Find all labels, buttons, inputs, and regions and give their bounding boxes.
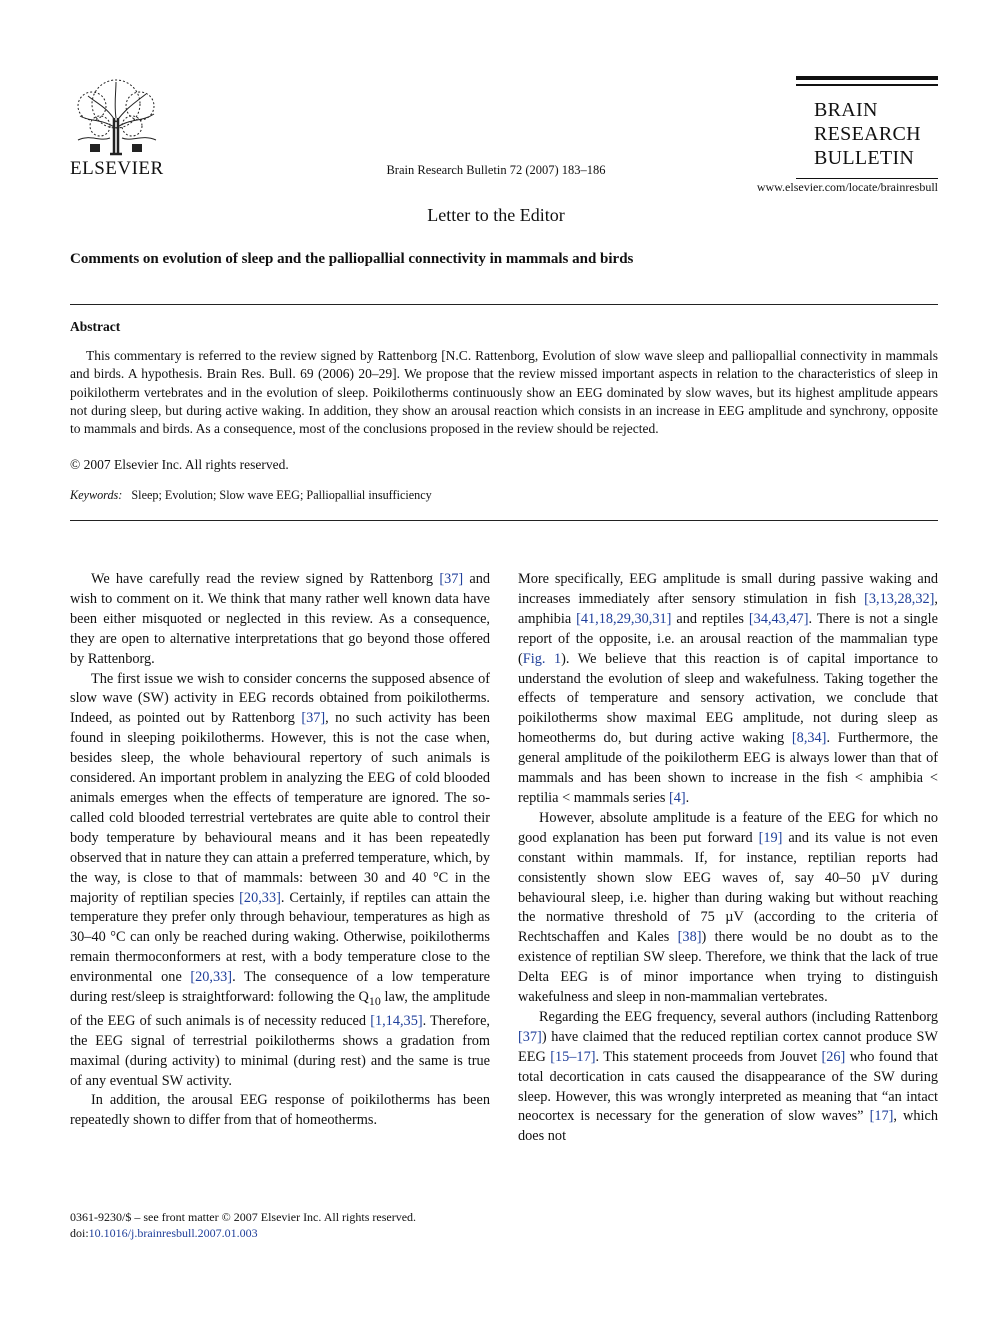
text-run: ) there would be no doubt as to the existence of reptilian SW sleep. Therefore, we think that the lack of true Delta EEG is of minor importance when trying to distinguish wakefulness and sleep in non-mammalian vertebrates. (518, 929, 938, 1006)
brand-rule-top (796, 76, 938, 80)
elsevier-tree-icon (70, 78, 162, 156)
keywords (70, 488, 432, 503)
citation-link[interactable]: [1,14,35] (370, 1012, 423, 1029)
body-paragraph (518, 570, 938, 809)
text-run: In addition, the arousal EEG response of poikilotherms has been repeatedly shown to differ from that of homeotherms. (70, 1092, 490, 1129)
citation-link[interactable]: [15–17] (550, 1048, 596, 1065)
abstract-body (70, 347, 938, 438)
brand-rule-bottom (796, 178, 938, 180)
article-title: Comments on evolution of sleep and the palliopallial connectivity in mammals and birds (70, 251, 634, 267)
journal-citation: Brain Research Bulletin 72 (2007) 183–186 (386, 163, 606, 177)
text-run: ). We believe that this reaction is of capital importance to understand the evolution of sleep and wakefulness. Taking together the effects of temperature and sensory activation, we conclude that poikilotherms show maximal EEG amplitude, not during sleep as homeotherms do, but during active waking (518, 650, 938, 747)
citation-link[interactable]: [26] (821, 1048, 846, 1065)
text-run: . The consequence of a low temperature during rest/sleep is straightforward: following the Q (70, 969, 490, 1006)
citation-link[interactable]: [4] (669, 789, 686, 806)
citation-link[interactable]: [17] (869, 1108, 894, 1125)
citation-link[interactable]: [38] (677, 929, 702, 946)
journal-url[interactable]: www.elsevier.com/locate/brainresbull (756, 180, 938, 194)
abstract-text: This commentary is referred to the review signed by Rattenborg [N.C. Rattenborg, Evolution of slow wave sleep and palliopallial connectivity in mammals and birds. A hypothesis. Brain Res. Bull. 69 (2006) 20–29]. We propose that the review missed important aspects in relation to the characteristics of sleep in poikilotherm vertebrates and in the evolution of sleep. Poikilotherms continuously show an EEG dominated by slow waves, but its highest amplitude appears not during sleep, but during active waking. In addition, they show an arousal reaction which consists in an increase in EEG amplitude and synchrony, opposite to mammals and birds. As a consequence, most of the conclusions proposed in the review should be rejected. (70, 348, 938, 437)
body-paragraph (70, 670, 490, 1092)
text-run: . (685, 789, 690, 806)
subscript: 10 (368, 993, 381, 1008)
text-run: law, the amplitude of the EEG of such animals is of necessity reduced (70, 989, 490, 1029)
text-run: and wish to comment on it. We think that many rather well known data have been either misquoted or neglected in this review. As a consequence, they are open to alternative interpretations that go beyond those offered by Rattenborg. (70, 571, 491, 667)
text-run: and its value is not even constant within mammals. If, for instance, reptilian reports had consistently shown slow EEG waves of, say 40–50 µV during behavioural sleep, i.e. higher than during waking but without reaching the normative threshold of 75 µV (according to the criteria of Rechtschaffen and Kales (518, 829, 938, 946)
body-column-left (70, 570, 490, 1131)
brand-line-1: BRAIN (814, 98, 878, 121)
text-run: . Furthermore, the general amplitude of the poikilotherm EEG is always lower than that of mammals and has been shown to increase in the fish < amphibia < reptilia < mammals series (518, 730, 938, 806)
journal-brand (796, 76, 938, 179)
body-paragraph (70, 570, 490, 670)
text-run: Regarding the EEG frequency, several authors (including Rattenborg (539, 1008, 938, 1025)
divider-top (70, 304, 938, 305)
front-matter-line: 0361-9230/$ – see front matter © 2007 Elsevier Inc. All rights reserved. (70, 1210, 417, 1224)
keywords-label: Keywords: (70, 488, 123, 502)
citation-link[interactable]: [20,33] (190, 969, 233, 986)
brand-name (796, 86, 938, 170)
citation-link[interactable]: [37] (518, 1028, 542, 1045)
text-run: . There is not a single report of the opposite, i.e. an arousal reaction of the mammalian type ( (518, 610, 938, 667)
citation-link[interactable]: [19] (758, 829, 783, 846)
text-run: , no such activity has been found in sleeping poikilotherms. However, this is not the case when, besides sleep, the whole behavioural repertory of such animals is considered. An important problem in analyzing the EEG of cold blooded animals emerges when the effects of temperature are ignored. The so-called cold blooded terrestrial vertebrates are quite able to control their body temperature by behavioural means and it has been repeatedly observed that in nature they can attain a preferred temperature, which, by the way, is close to that of mammals: between 30 and 40 °C in the majority of reptilian species (70, 710, 491, 906)
text-run: . This statement proceeds from Jouvet (595, 1048, 822, 1065)
citation-link[interactable]: [37] (301, 710, 326, 727)
body-column-right (518, 570, 938, 1147)
abstract-heading: Abstract (70, 319, 121, 334)
body-paragraph (518, 1008, 938, 1147)
text-run: , amphibia (518, 590, 938, 627)
body-paragraph (518, 809, 938, 1008)
citation-link[interactable]: [37] (439, 571, 464, 587)
citation-link[interactable]: Fig. 1 (522, 650, 562, 667)
divider-bottom (70, 520, 938, 521)
citation-link[interactable]: [8,34] (791, 730, 827, 747)
citation-link[interactable]: [3,13,28,32] (864, 590, 935, 607)
text-run: The first issue we wish to consider concerns the supposed absence of slow wave (SW) activity in EEG records obtained from poikilotherms. Indeed, as pointed out by Rattenborg (70, 670, 490, 727)
text-run: However, absolute amplitude is a feature of the EEG for which no good explanation has been put forward (518, 809, 938, 846)
brand-line-3: BULLETIN (814, 146, 915, 169)
citation-link[interactable]: [20,33] (239, 889, 281, 906)
text-run: , which does not (518, 1108, 938, 1145)
publisher-name: ELSEVIER (70, 158, 164, 179)
doi-line (70, 1225, 416, 1241)
text-run: . Therefore, the EEG signal of terrestrial poikilotherms shows a gradation from maximal (during activity) to minimal (during rest) and the same is true of any eventual SW activity. (70, 1012, 490, 1089)
doi-link[interactable]: 10.1016/j.brainresbull.2007.01.003 (88, 1226, 258, 1240)
section-heading: Letter to the Editor (427, 205, 565, 225)
text-run: who found that total decortication in cats caused the disappearance of the SW during sleep. However, this was wrongly interpreted as meaning that “an intact neocortex is necessary for the generation of slow waves” (518, 1048, 938, 1125)
citation-link[interactable]: [41,18,29,30,31] (576, 610, 672, 627)
text-run: More specifically, EEG amplitude is small during passive waking and increases immediately after sensory stimulation in fish (518, 571, 938, 607)
doi-label: doi: (70, 1226, 89, 1240)
keywords-list: Sleep; Evolution; Slow wave EEG; Palliopallial insufficiency (131, 488, 432, 502)
text-run: and reptiles (671, 610, 749, 627)
brand-line-2: RESEARCH (814, 122, 921, 145)
text-run: ) have claimed that the reduced reptilian cortex cannot produce SW EEG (518, 1028, 938, 1065)
footer (70, 1209, 416, 1241)
text-run: . Certainly, if reptiles can attain the temperature they prefer only through behaviour, temperatures as high as 30–40 °C can only be reached during waking. Otherwise, poikilotherms remain thermoconformers at rest, with a body temperature close to the environmental one (70, 889, 490, 986)
abstract-copyright: © 2007 Elsevier Inc. All rights reserved. (70, 457, 289, 472)
text-run: We have carefully read the review signed by Rattenborg (91, 571, 440, 587)
citation-link[interactable]: [34,43,47] (748, 610, 809, 627)
body-paragraph (70, 1091, 490, 1131)
